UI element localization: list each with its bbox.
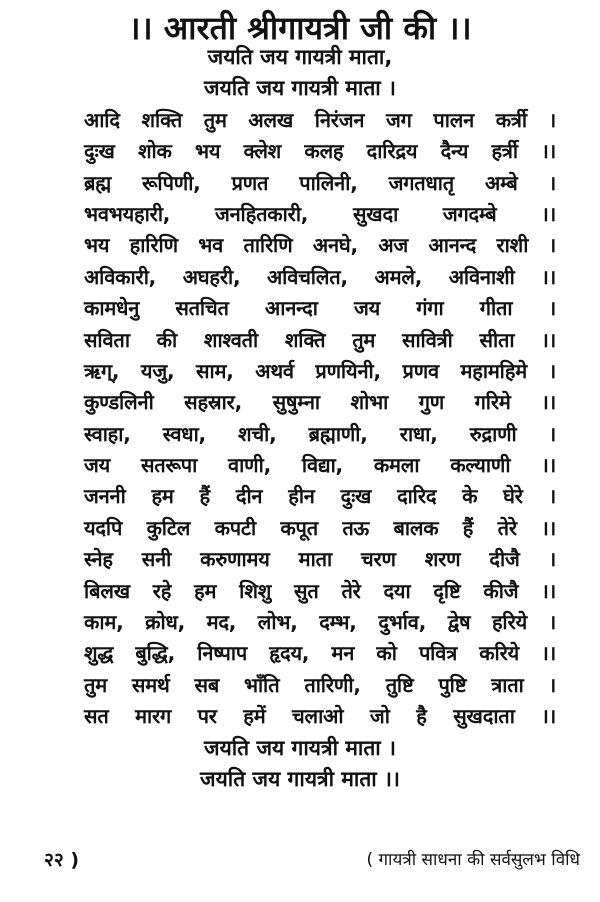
running-title: ( गायत्री साधना की सर्वसुलभ विधि — [366, 850, 580, 870]
verse-line: स्वाहा, स्वधा, शची, ब्रह्माणी, राधा, रुद्राणी । — [84, 421, 556, 446]
verse-line: जयति जय गायत्री माता ।। — [200, 766, 400, 791]
verse-line: जननी हम हैं दीन हीन दुःख दारिद के घेरे । — [84, 484, 556, 509]
verse-line: ऋग्, यजु, साम, अथर्व प्रणयिनी, प्रणव महामहिमे । — [84, 358, 556, 383]
verse-line: भवभयहारी, जनहितकारी, सुखदा जगदम्बे ।। — [84, 201, 556, 226]
verse-line: बिलख रहे हम शिशु सुत तेरे दया दृष्टि कीजै ।। — [84, 578, 556, 603]
verse-line: दुःख शोक भय क्लेश कलह दारिद्रय दैन्य हर्त्री ।। — [84, 139, 556, 164]
verse-line: अविकारी, अघहरी, अविचलित, अमले, अविनाशी ।। — [84, 264, 556, 289]
verse-line: जय सतरूपा वाणी, विद्या, कमला कल्याणी ।। — [84, 453, 556, 478]
verse-line: भय हारिणि भव तारिणि अनघे, अज आनन्द राशी । — [84, 233, 556, 258]
verse-line: सत मारग पर हमें चलाओ जो है सुखदाता ।। — [84, 704, 556, 729]
verse-line: जयति जय गायत्री माता । — [203, 735, 396, 760]
verse-line: तुम समर्थ सब भाँति तारिणी, तुष्टि पुष्टि त्राता । — [84, 672, 556, 697]
verse-line: सविता की शाश्वती शक्ति तुम सावित्री सीता ।। — [84, 327, 556, 352]
verse-line: कुण्डलिनी सहस्रार, सुषुम्ना शोभा गुण गरिमे ।। — [84, 390, 556, 415]
verse-line: कामधेनु सतचित आनन्दा जय गंगा गीता । — [84, 296, 556, 321]
aarti-verses — [0, 42, 600, 795]
verse-line: ब्रह्म रूपिणी, प्रणत पालिनी, जगतधातृ अम्बे । — [84, 170, 556, 195]
verse-line: जयति जय गायत्री माता । — [203, 76, 396, 101]
page-footer — [0, 840, 600, 880]
verse-line: शुद्ध बुद्धि, निष्पाप हृदय, मन को पवित्र करिये ।। — [84, 641, 556, 666]
verse-line: यदपि कुटिल कपटी कपूत तऊ बालक हैं तेरे ।। — [84, 515, 556, 540]
verse-line: काम, क्रोध, मद, लोभ, दम्भ, दुर्भाव, द्वेष हरिये । — [84, 610, 556, 635]
verse-line: आदि शक्ति तुम अलख निरंजन जग पालन कर्त्री । — [84, 107, 556, 132]
page-number: २२ ) — [44, 849, 80, 871]
verse-line: जयति जय गायत्री माता, — [207, 45, 393, 69]
verse-line: स्नेह सनी करुणामय माता चरण शरण दीजै । — [84, 547, 556, 572]
aarti-title: ।। आरती श्रीगायत्री जी की ।। — [128, 9, 472, 47]
